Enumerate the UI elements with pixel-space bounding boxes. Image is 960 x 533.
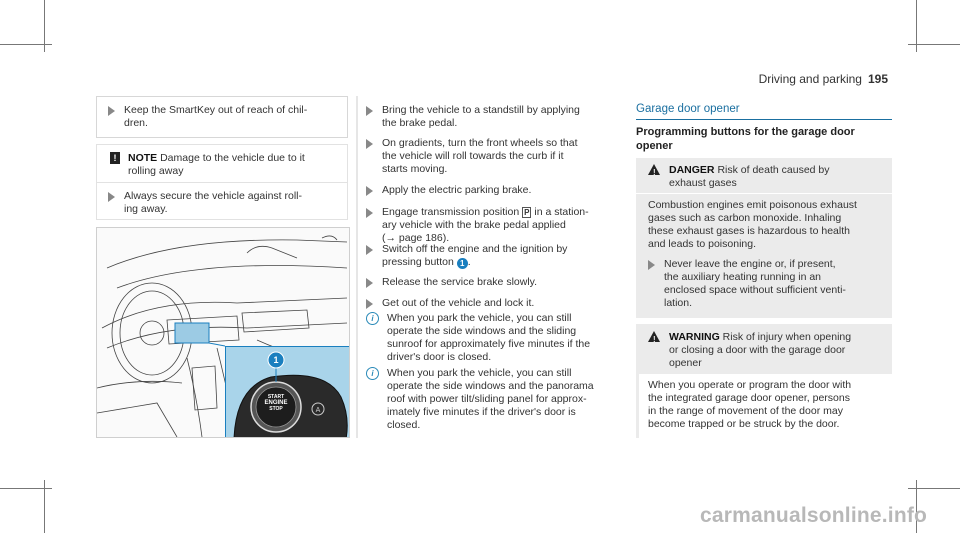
info-icon: i xyxy=(366,367,379,380)
start-button-drawing xyxy=(226,347,350,438)
callout-number-icon: 1 xyxy=(457,258,468,269)
page-header xyxy=(759,72,888,86)
section-divider xyxy=(636,119,892,120)
bullet-arrow-icon xyxy=(366,278,373,288)
svg-text:A: A xyxy=(315,407,321,414)
bullet-arrow-icon xyxy=(366,245,373,255)
warning-header: ! WARNING Risk of injury when opening or closing a door with the garage door opener xyxy=(648,331,888,370)
section-title: Garage door opener xyxy=(636,103,740,115)
crop-mark xyxy=(44,0,45,52)
header-section: Driving and parking xyxy=(758,72,862,86)
bullet-arrow-icon xyxy=(366,186,373,196)
crop-mark xyxy=(44,480,45,533)
start-button-inset xyxy=(225,346,350,438)
callout-number: 1 xyxy=(273,355,279,365)
note-icon: ! xyxy=(110,152,120,164)
bullet-arrow-icon xyxy=(366,139,373,149)
note-title: NOTE Damage to the vehicle due to it rolling away xyxy=(128,152,305,177)
warning-rule xyxy=(636,374,639,438)
info-icon: i xyxy=(366,312,379,325)
bullet-arrow-icon xyxy=(648,260,655,270)
step-gradients: On gradients, turn the front wheels so that the vehicle will roll towards the curb if it starts moving. xyxy=(366,137,616,176)
watermark: carmanualsonline.info xyxy=(700,504,928,527)
step-switch-off: Switch off the engine and the ignition by pressing button 1 . xyxy=(366,243,616,269)
step-release-brake: Release the service brake slowly. xyxy=(366,276,616,289)
step-parking-brake: Apply the electric parking brake. xyxy=(366,184,616,197)
bullet-arrow-icon xyxy=(108,192,115,202)
crop-mark xyxy=(916,0,917,52)
bullet-smartkey: Keep the SmartKey out of reach of chil- dren. xyxy=(108,104,343,130)
bullet-arrow-icon xyxy=(108,106,115,116)
highlight-area xyxy=(175,323,209,343)
step-get-out: Get out of the vehicle and lock it. xyxy=(366,297,616,310)
column-rule xyxy=(356,96,358,438)
page-number: 195 xyxy=(867,72,888,86)
step-bring-standstill: Bring the vehicle to a standstill by applying the brake pedal. xyxy=(366,104,616,130)
warning-body: When you operate or program the door with the integrated garage door opener, persons in the range of movement of the door may become trapped or be struck by the door. xyxy=(648,379,852,430)
page-reference-link[interactable]: (→ page 186). xyxy=(382,232,450,244)
cockpit-illustration xyxy=(96,227,350,438)
note-divider xyxy=(96,182,348,183)
info-sunroof: i When you park the vehicle, you can still operate the side windows and the sliding sunroof for approximately five minutes if the driver's door is closed. xyxy=(366,312,616,364)
bullet-arrow-icon xyxy=(366,299,373,309)
danger-bullet: Never leave the engine or, if present, the auxiliary heating running in an enclosed space without sufficient venti- lation. xyxy=(648,258,888,310)
bullet-arrow-icon xyxy=(366,106,373,116)
warning-triangle-icon: ! xyxy=(648,331,660,342)
danger-divider xyxy=(636,193,892,194)
bullet-secure-vehicle: Always secure the vehicle against roll- ing away. xyxy=(108,190,343,216)
danger-header: ! DANGER Risk of death caused by exhaust gases xyxy=(648,164,888,190)
bullet-arrow-icon xyxy=(366,208,373,218)
danger-triangle-icon: ! xyxy=(648,164,660,175)
start-button-label: START ENGINE STOP xyxy=(264,394,288,412)
step-engage-transmission: Engage transmission position P in a station- ary vehicle with the brake pedal applied (→ page 186). xyxy=(366,206,616,245)
park-position-key: P xyxy=(524,208,530,217)
danger-body: Combustion engines emit poisonous exhaust gases such as carbon monoxide. Inhaling these exhaust gases is hazardous to health and leads to poisoning. xyxy=(648,199,857,250)
info-panorama-roof: i When you park the vehicle, you can still operate the side windows and the panorama roof with power tilt/sliding panel for approx- imately five minutes if the driver's door is closed. xyxy=(366,367,616,432)
subsection-heading: Programming buttons for the garage door opener xyxy=(636,126,855,152)
